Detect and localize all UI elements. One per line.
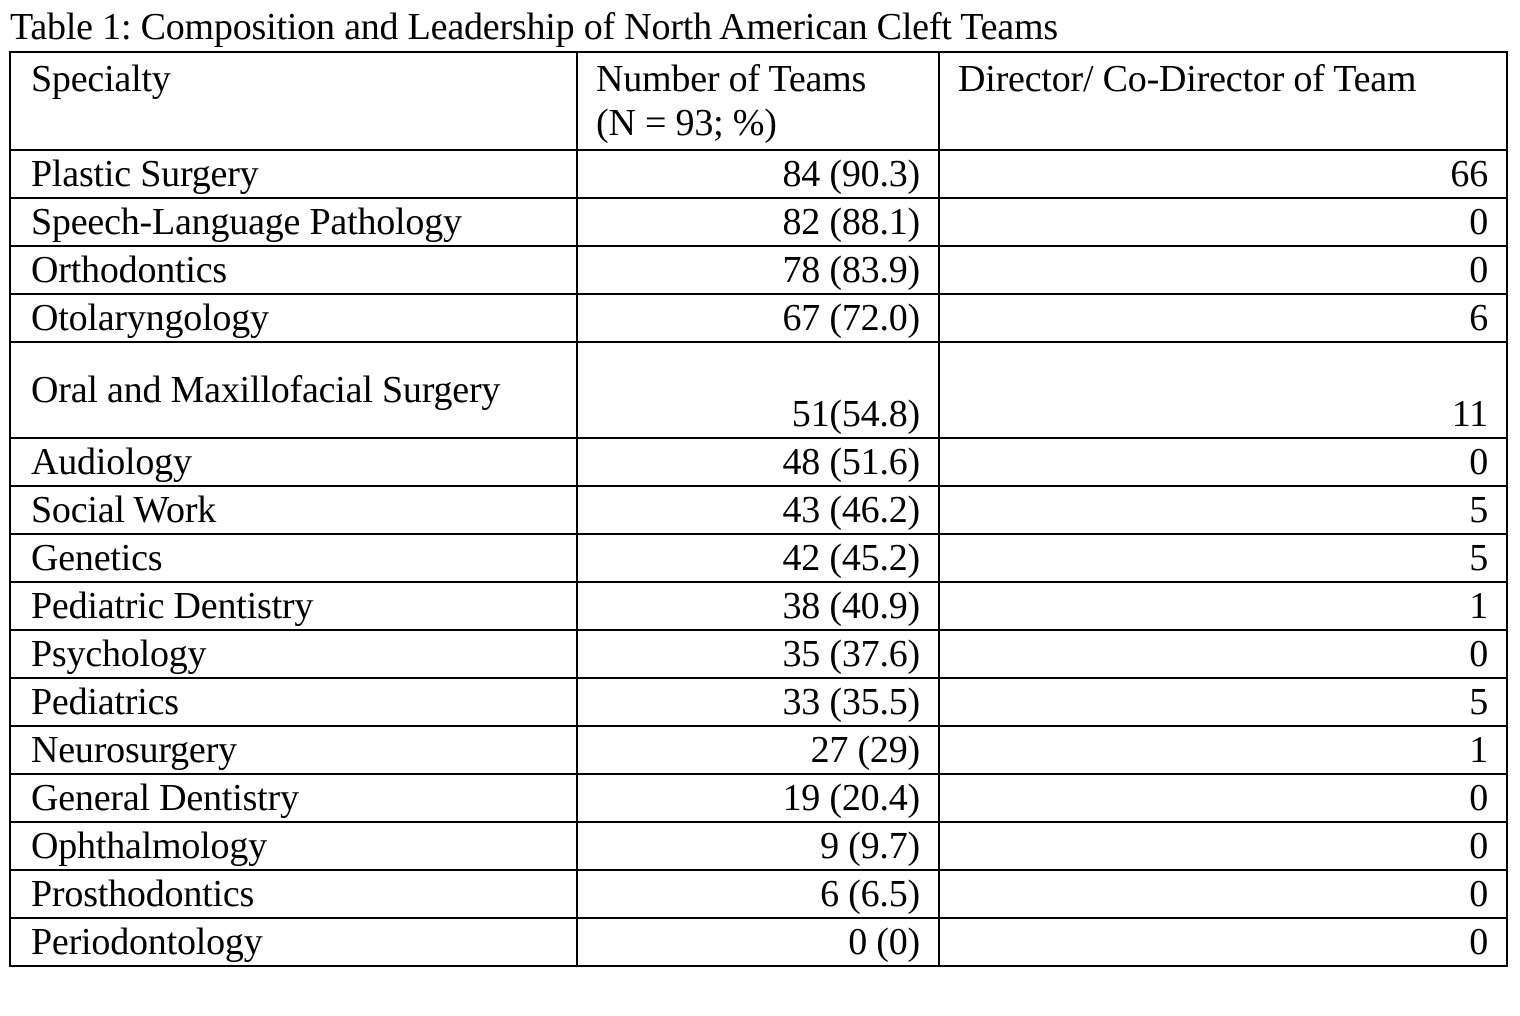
table-row (10, 582, 1507, 630)
teams-cell: 19 (20.4) (577, 774, 939, 822)
table-row (10, 630, 1507, 678)
table-row (10, 918, 1507, 966)
header-teams-line1: Number of Teams (596, 58, 867, 100)
teams-cell: 0 (0) (577, 918, 939, 966)
header-number-of-teams (577, 52, 939, 150)
table-row (10, 534, 1507, 582)
director-cell: 0 (939, 438, 1507, 486)
table-row (10, 870, 1507, 918)
table-row (10, 150, 1507, 198)
teams-cell: 27 (29) (577, 726, 939, 774)
teams-cell: 67 (72.0) (577, 294, 939, 342)
director-cell: 0 (939, 822, 1507, 870)
director-cell: 5 (939, 534, 1507, 582)
director-cell: 0 (939, 630, 1507, 678)
specialty-cell: Neurosurgery (10, 726, 577, 774)
cleft-teams-table (9, 51, 1508, 967)
header-teams-line2: (N = 93; %) (596, 102, 777, 144)
table-row (10, 774, 1507, 822)
specialty-cell: Psychology (10, 630, 577, 678)
specialty-cell: Social Work (10, 486, 577, 534)
director-cell: 11 (939, 342, 1507, 438)
director-cell: 0 (939, 246, 1507, 294)
table-row (10, 294, 1507, 342)
table-row (10, 198, 1507, 246)
table-row (10, 246, 1507, 294)
director-cell: 66 (939, 150, 1507, 198)
specialty-cell: Periodontology (10, 918, 577, 966)
table-caption: Table 1: Composition and Leadership of North American Cleft Teams (10, 6, 1058, 48)
header-specialty: Specialty (10, 52, 577, 150)
director-cell: 5 (939, 486, 1507, 534)
table-row (10, 726, 1507, 774)
teams-cell: 35 (37.6) (577, 630, 939, 678)
teams-cell: 6 (6.5) (577, 870, 939, 918)
teams-cell: 78 (83.9) (577, 246, 939, 294)
table-row (10, 822, 1507, 870)
director-cell: 0 (939, 918, 1507, 966)
specialty-cell: Otolaryngology (10, 294, 577, 342)
specialty-cell: Pediatrics (10, 678, 577, 726)
teams-cell: 9 (9.7) (577, 822, 939, 870)
specialty-cell: Prosthodontics (10, 870, 577, 918)
director-cell: 1 (939, 726, 1507, 774)
table-row (10, 438, 1507, 486)
specialty-cell: Speech-Language Pathology (10, 198, 577, 246)
specialty-cell: Audiology (10, 438, 577, 486)
teams-cell: 42 (45.2) (577, 534, 939, 582)
director-cell: 1 (939, 582, 1507, 630)
specialty-cell: Oral and Maxillofacial Surgery (10, 342, 577, 438)
director-cell: 0 (939, 774, 1507, 822)
teams-cell: 33 (35.5) (577, 678, 939, 726)
teams-cell: 51(54.8) (577, 342, 939, 438)
specialty-cell: Orthodontics (10, 246, 577, 294)
specialty-cell: General Dentistry (10, 774, 577, 822)
teams-cell: 48 (51.6) (577, 438, 939, 486)
specialty-cell: Genetics (10, 534, 577, 582)
director-cell: 0 (939, 870, 1507, 918)
director-cell: 6 (939, 294, 1507, 342)
director-cell: 5 (939, 678, 1507, 726)
table-row (10, 342, 1507, 438)
specialty-cell: Plastic Surgery (10, 150, 577, 198)
director-cell: 0 (939, 198, 1507, 246)
teams-cell: 84 (90.3) (577, 150, 939, 198)
specialty-cell: Ophthalmology (10, 822, 577, 870)
specialty-cell: Pediatric Dentistry (10, 582, 577, 630)
teams-cell: 82 (88.1) (577, 198, 939, 246)
table-row (10, 486, 1507, 534)
table-row (10, 678, 1507, 726)
header-row (10, 52, 1507, 150)
teams-cell: 43 (46.2) (577, 486, 939, 534)
header-director: Director/ Co-Director of Team (939, 52, 1507, 150)
teams-cell: 38 (40.9) (577, 582, 939, 630)
